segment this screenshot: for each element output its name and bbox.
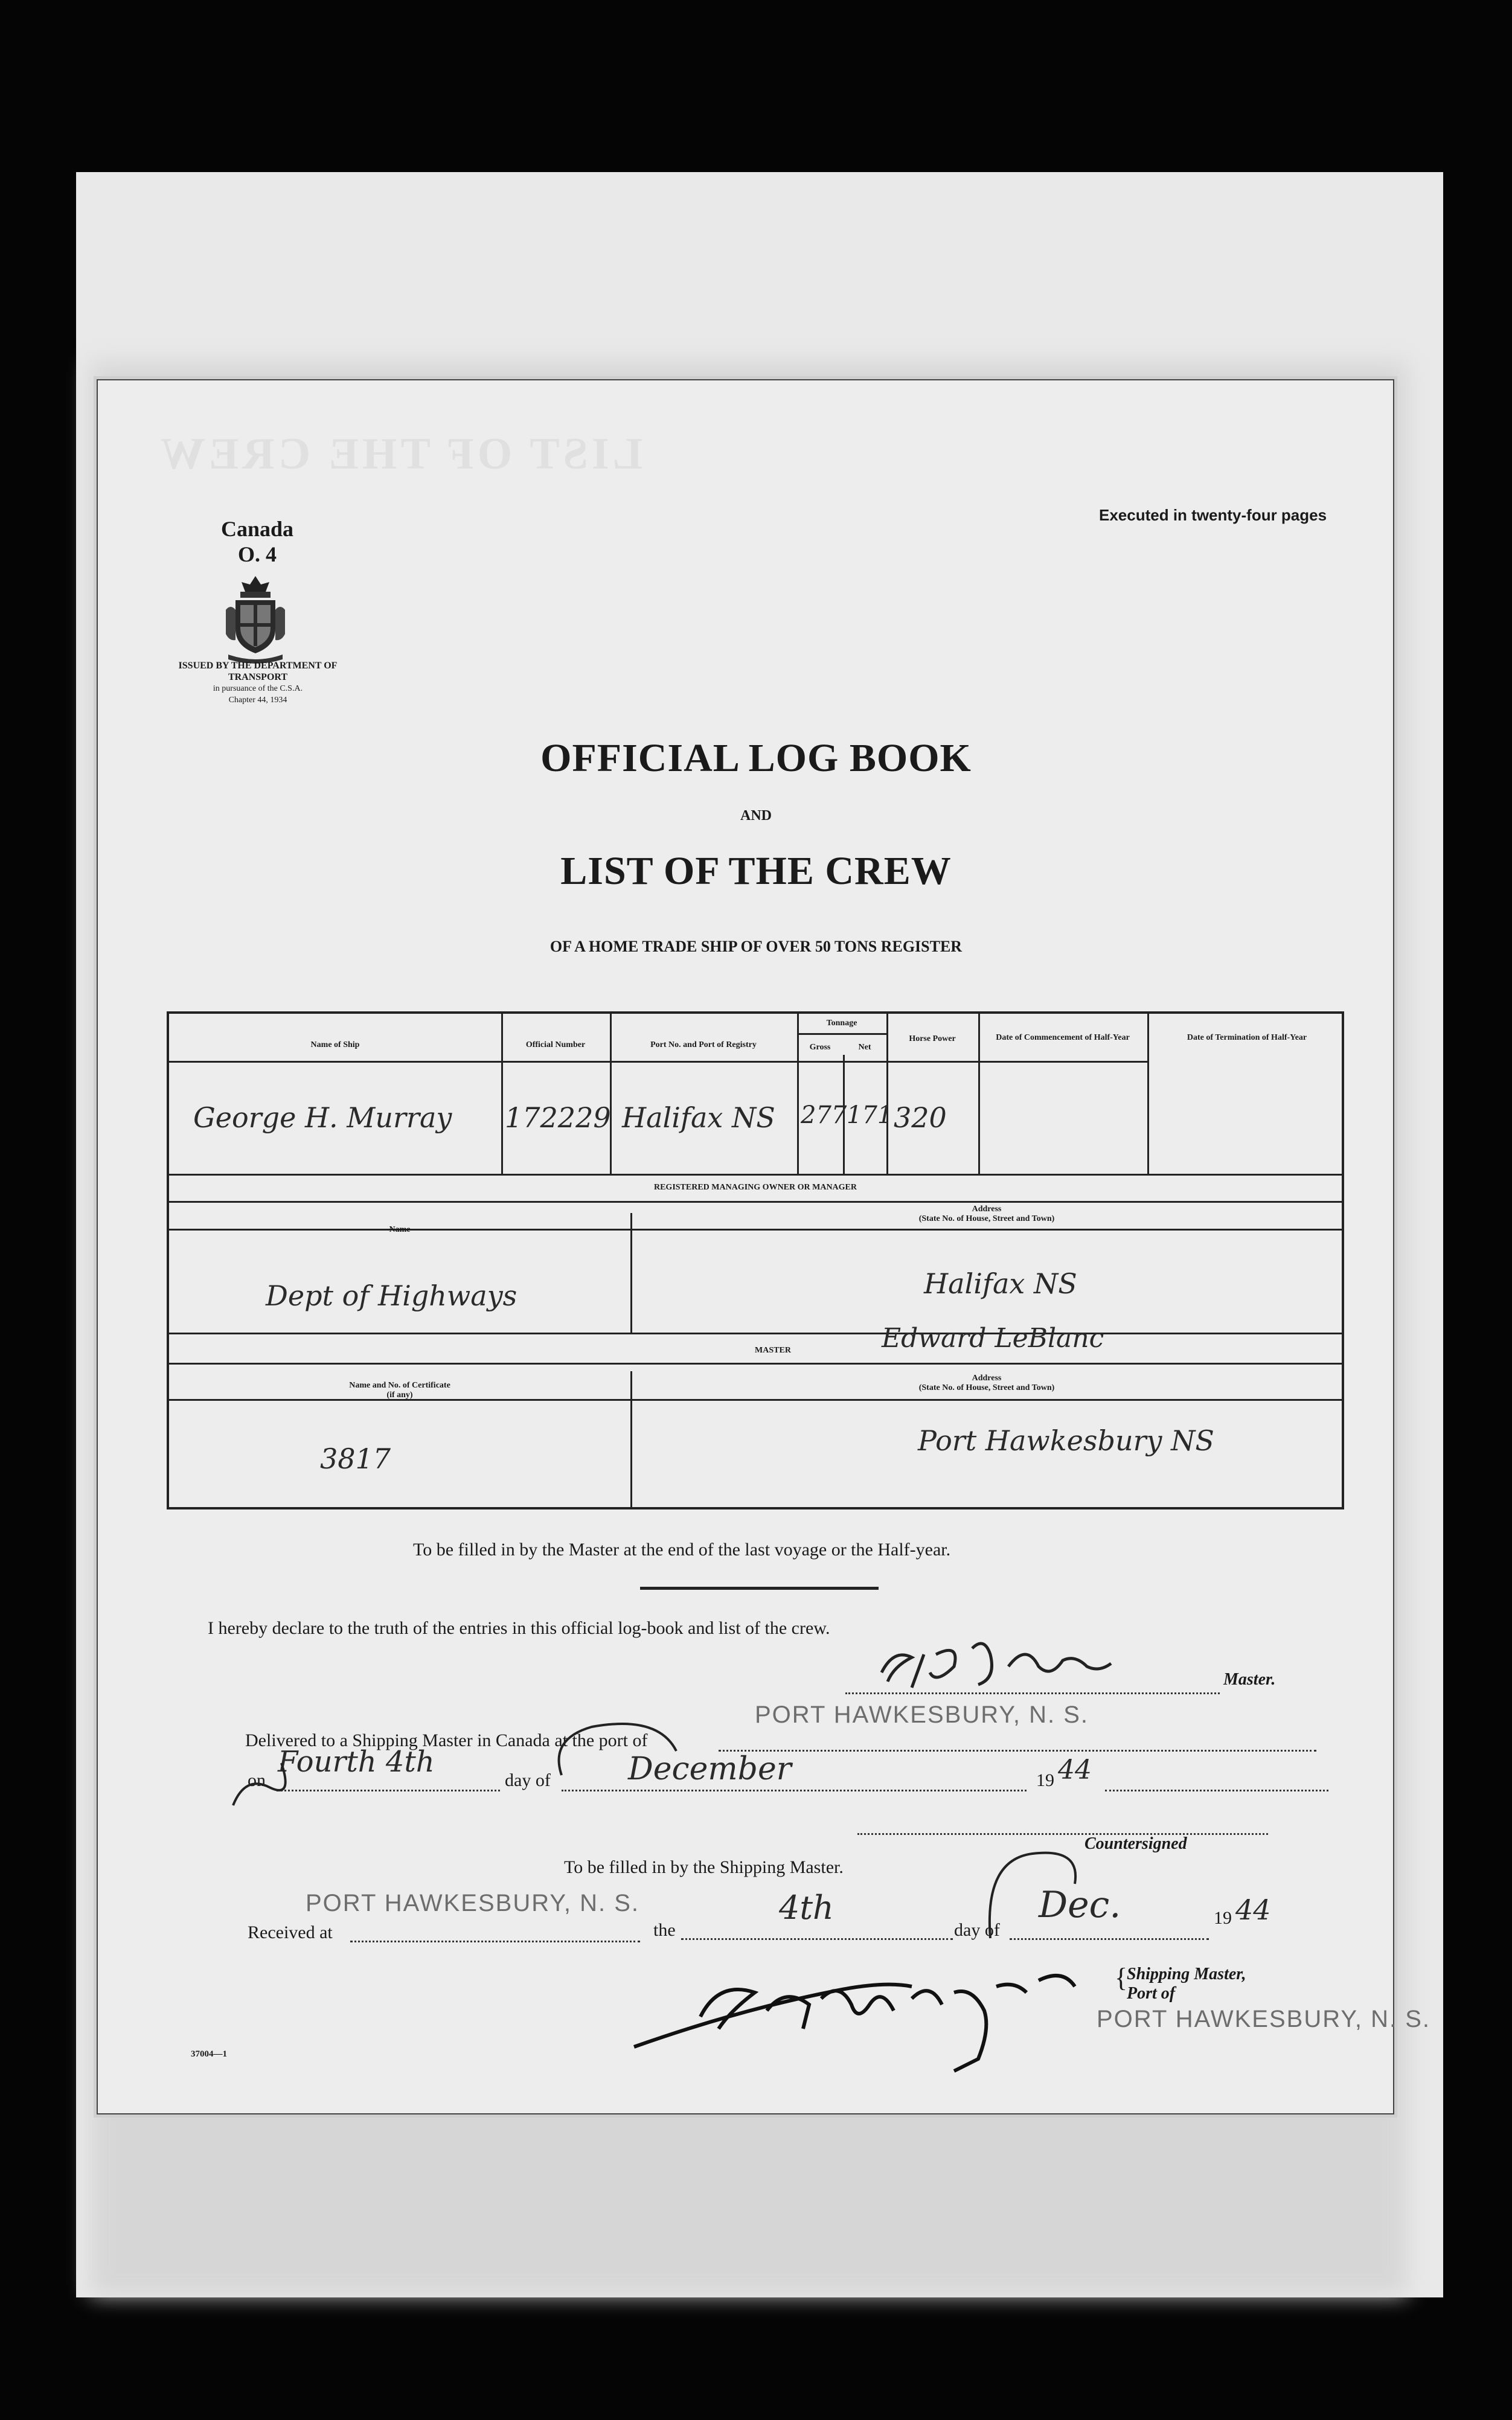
executed-pages: Executed in twenty-four pages <box>1099 506 1327 524</box>
cert-sub: (if any) <box>386 1391 413 1400</box>
delivered-scribble <box>227 1739 300 1817</box>
address-label-2: Address <box>972 1374 1002 1383</box>
cert-label <box>169 1381 630 1400</box>
delivered-year-line <box>1105 1790 1328 1791</box>
gross-value: 277 <box>801 1101 847 1129</box>
row-divider <box>169 1201 1342 1203</box>
delivered-month-line <box>562 1790 1027 1791</box>
received-month-value: Dec. <box>1039 1884 1121 1926</box>
header-gross: Gross <box>809 1043 831 1052</box>
col-divider <box>1147 1014 1149 1174</box>
col-divider <box>501 1014 503 1174</box>
header-official-number: Official Number <box>525 1040 586 1049</box>
form-code: 37004—1 <box>191 2049 227 2059</box>
form-number: O. 4 <box>237 542 277 566</box>
master-name-value: Edward LeBlanc <box>882 1323 1104 1354</box>
net-value: 171 <box>847 1101 893 1129</box>
delivered-port-line <box>719 1750 1316 1752</box>
received-port-line <box>350 1941 640 1942</box>
fill-shipping-text: To be filled in by the Shipping Master. <box>564 1857 844 1877</box>
address-sub-2: (State No. of House, Street and Town) <box>918 1383 1055 1392</box>
master-suffix: Master. <box>1223 1670 1276 1689</box>
received-day-value: 4th <box>779 1889 834 1927</box>
owner-address-label <box>630 1205 1343 1224</box>
bleed-through-text: LIST OF THE CREW <box>157 429 643 479</box>
delivered-month-loop <box>543 1715 688 1781</box>
cert-value: 3817 <box>320 1442 391 1475</box>
received-at-label: Received at <box>248 1922 333 1942</box>
page-title: OFFICIAL LOG BOOK <box>540 736 972 780</box>
header-tonnage: Tonnage <box>826 1019 857 1028</box>
day-of-label: day of <box>505 1770 551 1790</box>
delivered-month-value: December <box>628 1751 792 1787</box>
brace: { <box>1115 1963 1128 1993</box>
master-address-value: Port Hawkesbury NS <box>918 1424 1214 1457</box>
received-day-line <box>681 1938 953 1940</box>
address-sub: (State No. of House, Street and Town) <box>918 1214 1055 1223</box>
header-commencement: Date of Commencement of Half-Year <box>996 1033 1130 1042</box>
delivered-year-value: 44 <box>1058 1755 1092 1785</box>
shipping-master-signature <box>628 1944 1123 2083</box>
the-label: the <box>653 1920 676 1940</box>
received-month-loop <box>984 1848 1105 1944</box>
declaration-text: I hereby declare to the truth of the entries in this official log-book and list of the crew. <box>208 1618 830 1638</box>
port-stamp-3: PORT HAWKESBURY, N. S. <box>1097 2006 1431 2032</box>
row-divider <box>169 1061 1147 1063</box>
horse-power-value: 320 <box>894 1101 947 1134</box>
country-label: Canada <box>220 517 294 541</box>
header-net: Net <box>858 1043 871 1052</box>
received-year-value: 44 <box>1235 1893 1271 1926</box>
header-country <box>215 516 300 567</box>
page-title-2: LIST OF THE CREW <box>560 849 952 893</box>
countersign-line <box>857 1833 1268 1835</box>
header-termination: Date of Termination of Half-Year <box>1187 1033 1307 1042</box>
received-day-of-label: day of <box>954 1920 1000 1940</box>
coat-of-arms-icon <box>222 574 289 664</box>
issued-by: ISSUED BY THE DEPARTMENT OF TRANSPORT <box>178 661 338 682</box>
address-label: Address <box>972 1205 1002 1214</box>
issued-by-block <box>158 660 357 706</box>
owner-name-label: Name <box>389 1225 411 1234</box>
row-divider <box>797 1033 886 1035</box>
title-and: AND <box>740 808 772 824</box>
official-number-value: 172229 <box>505 1101 611 1134</box>
year-prefix-2: 19 <box>1214 1908 1232 1928</box>
year-prefix: 19 <box>1036 1770 1054 1790</box>
owner-heading: REGISTERED MANAGING OWNER OR MANAGER <box>653 1183 857 1192</box>
countersigned-label: Countersigned <box>1084 1834 1187 1853</box>
port-value: Halifax NS <box>622 1101 775 1134</box>
port-stamp-2: PORT HAWKESBURY, N. S. <box>306 1890 640 1916</box>
port-stamp-1: PORT HAWKESBURY, N. S. <box>755 1701 1089 1728</box>
pursuance: in pursuance of the C.S.A. <box>213 684 303 693</box>
delivered-day-value: Fourth 4th <box>278 1745 435 1779</box>
header-port: Port No. and Port of Registry <box>650 1040 757 1049</box>
page-subtitle: OF A HOME TRADE SHIP OF OVER 50 TONS REGISTER <box>549 938 963 955</box>
owner-address-value: Halifax NS <box>924 1267 1077 1300</box>
header-horse-power: Horse Power <box>909 1034 956 1043</box>
row-divider <box>169 1363 1342 1365</box>
master-label: MASTER <box>755 1346 791 1355</box>
port-of-label: Port of <box>1127 1984 1176 2003</box>
cert-label-text: Name and No. of Certificate <box>349 1381 450 1390</box>
section-rule <box>640 1587 879 1590</box>
col-divider <box>630 1213 632 1333</box>
shipping-master-label: Shipping Master, <box>1127 1965 1246 1983</box>
row-divider <box>169 1333 1342 1334</box>
col-divider <box>610 1014 612 1174</box>
chapter: Chapter 44, 1934 <box>228 696 287 705</box>
delivered-day-line <box>277 1790 500 1791</box>
on-label: on <box>248 1770 266 1790</box>
delivered-text: Delivered to a Shipping Master in Canada at the port of <box>245 1730 648 1750</box>
col-divider <box>797 1014 799 1174</box>
fill-master-text: To be filled in by the Master at the end of the last voyage or the Half-year. <box>413 1540 951 1560</box>
master-address-label <box>630 1374 1343 1393</box>
master-signature <box>870 1630 1135 1697</box>
row-divider <box>169 1174 1342 1176</box>
ship-name-value: George H. Murray <box>193 1101 452 1134</box>
ship-details-form <box>167 1011 1344 1509</box>
owner-name-value: Dept of Highways <box>266 1279 517 1312</box>
col-divider <box>978 1014 980 1174</box>
header-name-of-ship: Name of Ship <box>310 1040 360 1049</box>
